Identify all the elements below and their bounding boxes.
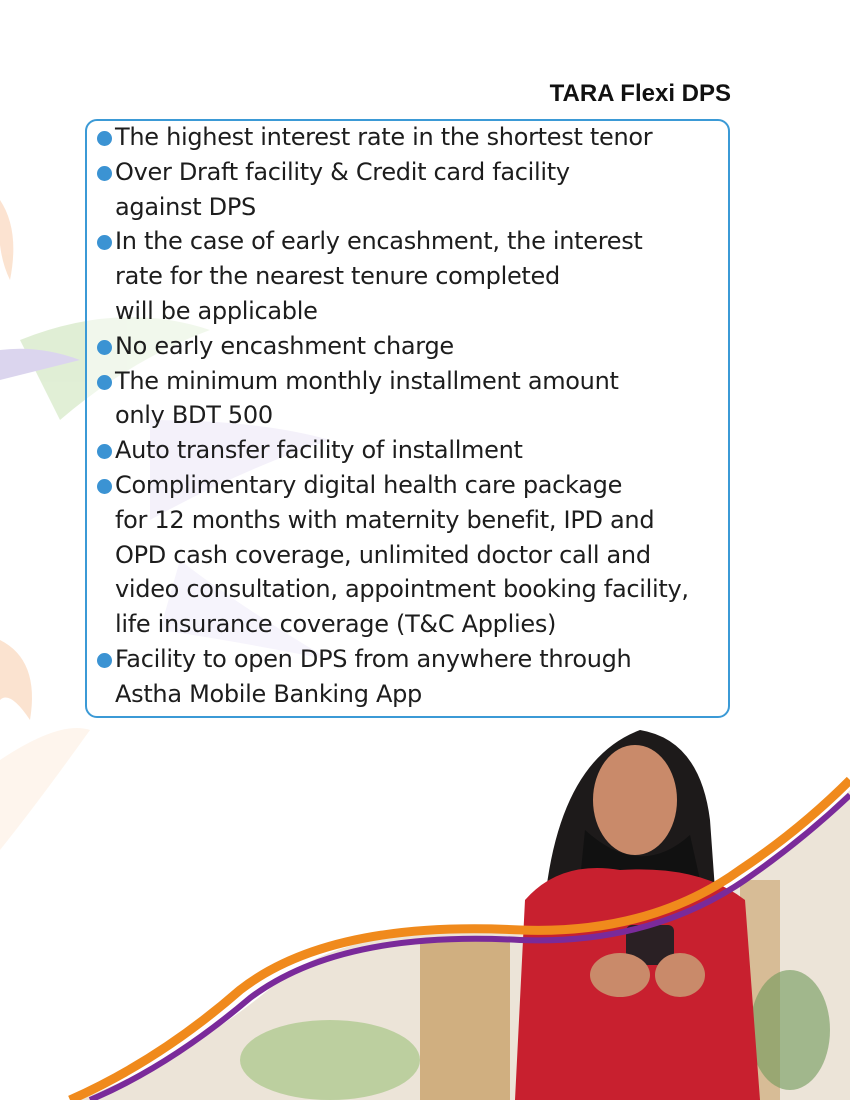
bullet-icon bbox=[97, 653, 112, 668]
bullet-icon bbox=[97, 479, 112, 494]
feature-item bbox=[96, 155, 689, 225]
feature-text: Auto transfer facility of installment bbox=[115, 436, 523, 465]
page-title: TARA Flexi DPS bbox=[549, 80, 731, 107]
feature-item bbox=[96, 433, 689, 468]
bullet-icon bbox=[97, 444, 112, 459]
feature-text: The highest interest rate in the shortest tenor bbox=[115, 123, 653, 151]
feature-text: In the case of early encashment, the interest bbox=[115, 227, 643, 256]
feature-text: No early encashment charge bbox=[115, 331, 454, 360]
feature-list bbox=[96, 120, 689, 712]
feature-text: rate for the nearest tenure completed bbox=[115, 262, 560, 291]
feature-item bbox=[96, 329, 689, 364]
feature-text: only BDT 500 bbox=[115, 401, 273, 430]
bullet-icon bbox=[97, 235, 112, 250]
bullet-icon bbox=[97, 375, 112, 390]
feature-item bbox=[96, 468, 689, 642]
bullet-icon bbox=[97, 166, 112, 181]
feature-text: Astha Mobile Banking App bbox=[115, 679, 422, 708]
feature-text: will be applicable bbox=[115, 296, 318, 325]
bullet-icon bbox=[97, 131, 112, 146]
feature-text: video consultation, appointment booking facility, bbox=[115, 575, 689, 604]
feature-text: against DPS bbox=[115, 192, 256, 221]
feature-text: Complimentary digital health care package bbox=[115, 470, 623, 499]
feature-text: for 12 months with maternity benefit, IPD and bbox=[115, 505, 655, 534]
feature-item bbox=[96, 120, 689, 155]
feature-item bbox=[96, 224, 689, 328]
feature-text: OPD cash coverage, unlimited doctor call and bbox=[115, 540, 651, 569]
feature-text: life insurance coverage (T&C Applies) bbox=[115, 610, 557, 639]
feature-item bbox=[96, 364, 689, 434]
feature-item bbox=[96, 642, 689, 712]
feature-text: Facility to open DPS from anywhere through bbox=[115, 644, 632, 673]
bullet-icon bbox=[97, 340, 112, 355]
feature-text: The minimum monthly installment amount bbox=[115, 366, 619, 395]
feature-text: Over Draft facility & Credit card facility bbox=[115, 157, 570, 186]
